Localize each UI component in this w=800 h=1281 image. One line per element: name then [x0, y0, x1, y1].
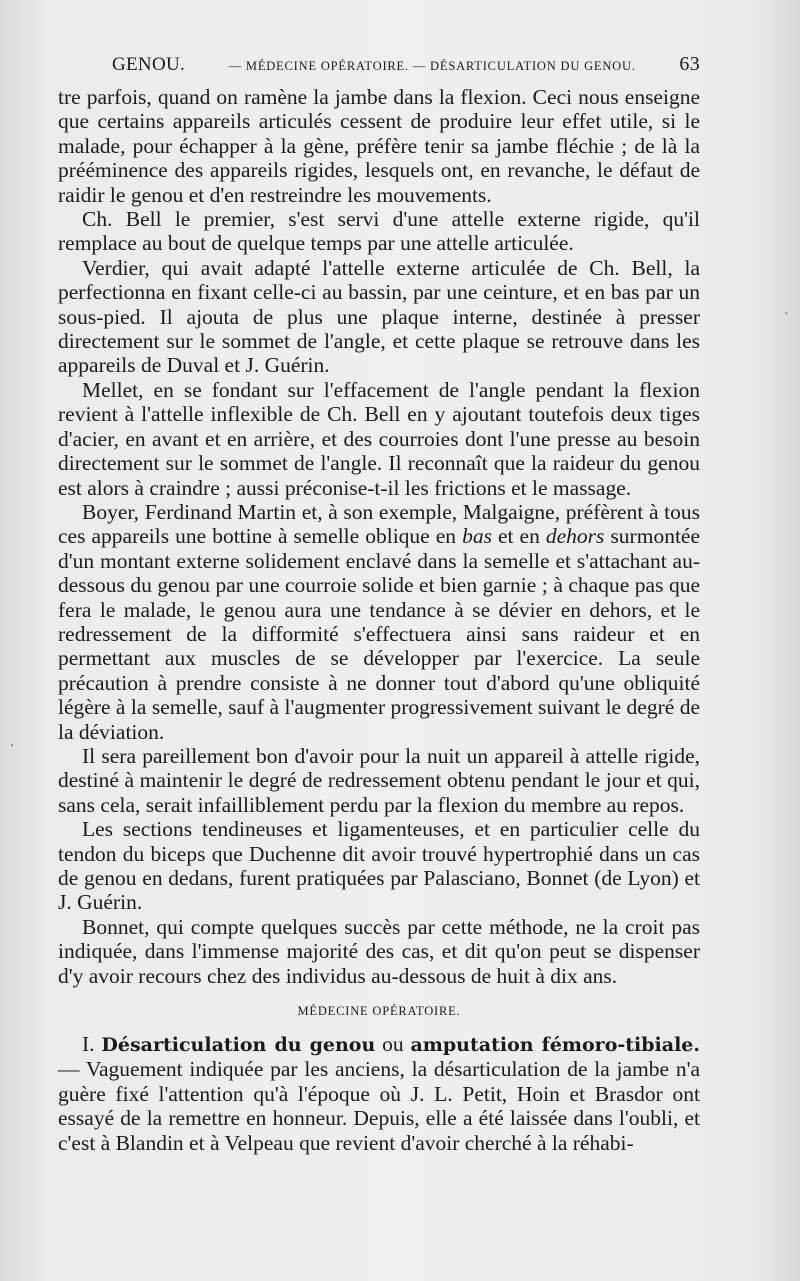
running-header — [112, 53, 700, 76]
paragraph — [58, 500, 700, 744]
text-run: et en — [491, 524, 546, 549]
header-left: GENOU. — [112, 54, 186, 75]
text-run: — Vaguement indiquée par les anciens, la désarticulation de la jambe n'a guère fixé l'attention qu'à l'époque où J. L. Petit, Hoin et Brasdor ont essayé de la remettre en honneur. Depuis, elle a été laissée dans l'oubli, et c'est à Blandin et à Velpeau que revient d'avoir cherché à la réhabi- — [58, 1057, 700, 1155]
body-text — [58, 85, 700, 1155]
text-run: surmontée d'un montant externe solidement enclavé dans la semelle et s'attachant au-dessous du genou par une courroie solide et bien garnie ; à chaque pas que fera le malade, le genou aura une tendance à se dévier en dehors, et le redressement de la difformité s'effectuera ainsi sans raideur et en permettant aux muscles de se développer par l'exercice. La seule précaution à prendre consiste à ne donner tout d'abord qu'une obliquité légère à la semelle, sauf à l'augmenter progressivement suivant le degré de la déviation. — [58, 524, 700, 744]
section-number: I. — [82, 1032, 102, 1057]
italic-text: bas — [462, 524, 492, 549]
bold-heading: Désarticulation du genou — [101, 1034, 376, 1057]
paragraph: tre parfois, quand on ramène la jambe dans la flexion. Ceci nous enseigne que certains appareils articulés cessent de produire leur effet utile, si le malade, pour échapper à la gène, préfère tenir sa jambe fléchie ; de là la prééminence des appareils rigides, lesquels ont, en revanche, le défaut de raidir le genou et d'en restreindre les mouvements. — [58, 85, 700, 207]
text-run: ou — [375, 1032, 411, 1057]
bold-heading: amputation fémoro-tibiale. — [410, 1034, 700, 1057]
paragraph: Mellet, en se fondant sur l'effacement de l'angle pendant la flexion revient à l'attelle inflexible de Ch. Bell en y ajoutant toutefois deux tiges d'acier, en avant et en arrière, et des courroies dont l'une presse au besoin directement sur le sommet de l'angle. Il reconnaît que la raideur du genou est alors à craindre ; aussi préconise-t-il les frictions et le massage. — [58, 377, 700, 500]
margin-mark: · — [10, 738, 15, 754]
paragraph: Ch. Bell le premier, s'est servi d'une attelle externe rigide, qu'il remplace au bout de quelque temps par une attelle articulée. — [58, 207, 700, 256]
header-center: — MÉDECINE OPÉRATOIRE. — DÉSARTICULATION DU GENOU. — [228, 59, 636, 73]
paragraph: Bonnet, qui compte quelques succès par cette méthode, ne la croit pas indiquée, dans l'immense majorité des cas, et dit qu'on peut se dispenser d'y avoir recours chez des individus au-dessous de huit à dix ans. — [58, 914, 700, 988]
paragraph: Verdier, qui avait adapté l'attelle externe articulée de Ch. Bell, la perfectionna en fixant celle-ci au bassin, par une ceinture, et en bas par un sous-pied. Il ajouta de plus une plaque interne, destinée à presser directement sur le sommet de l'angle, et cette plaque se retrouve dans les appareils de Duval et J. Guérin. — [58, 255, 700, 378]
margin-mark: ˴ — [784, 304, 789, 320]
paragraph: Les sections tendineuses et ligamenteuses, et en particulier celle du tendon du biceps que Duchenne dit avoir trouvé hypertrophié dans un cas de genou en dedans, furent pratiquées par Palasciano, Bonnet (de Lyon) et J. Guérin. — [58, 817, 700, 915]
page-number: 63 — [679, 53, 700, 75]
paragraph: Il sera pareillement bon d'avoir pour la nuit un appareil à attelle rigide, destiné à maintenir le degré de redressement obtenu pendant le jour et qui, sans cela, serait infailliblement perdu par la flexion du membre au repos. — [58, 743, 700, 817]
text-run: Boyer, Ferdinand Martin et, à son exemple, Malgaigne, préfèrent à tous ces appareils une bottine à semelle oblique en — [58, 499, 700, 549]
italic-text: dehors — [545, 524, 605, 549]
paragraph — [58, 1032, 700, 1155]
section-title: MÉDECINE OPÉRATOIRE. — [297, 1004, 461, 1019]
